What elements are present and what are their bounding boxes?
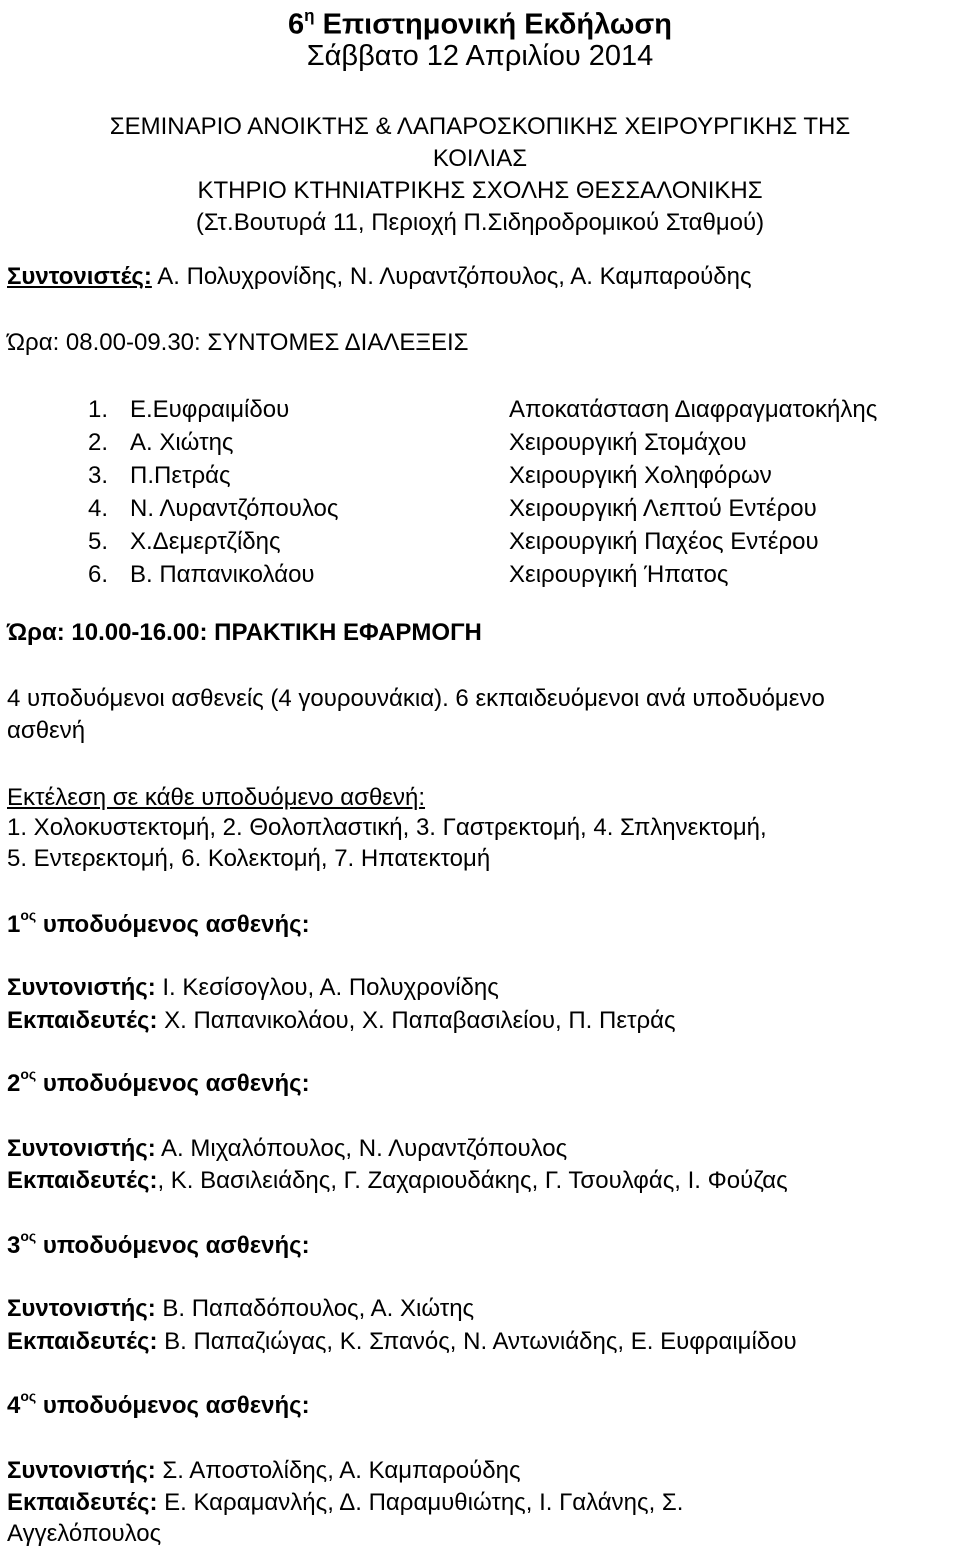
lecture-item	[88, 525, 948, 558]
trainers-names: Ε. Καραμανλής, Δ. Παραμυθιώτης, Ι. Γαλάνης, Σ.	[157, 1489, 684, 1516]
event-title	[0, 0, 960, 43]
lecture-topic: Αποκατάσταση Διαφραγματοκήλης	[509, 396, 878, 423]
event-date: Σάββατο 12 Απριλίου 2014	[306, 40, 654, 72]
coordinator-names: Α. Μιχαλόπουλος, Ν. Λυραντζόπουλος	[155, 1135, 568, 1162]
patient-coordinator-row	[7, 973, 499, 1003]
patient-ordinal-sup: ος	[20, 1066, 37, 1082]
lecture-item	[88, 459, 948, 492]
patient-number: 4	[7, 1392, 21, 1419]
patient-ordinal-sup: ος	[20, 907, 37, 923]
seminar-title-line1: ΣΕΜΙΝΑΡΙΟ ΑΝΟΙΚΤΗΣ & ΛΑΠΑΡΟΣΚΟΠΙΚΗΣ ΧΕΙΡΟΥΡΓΙΚΗΣ ΤΗΣ	[109, 113, 851, 140]
lecture-topic: Χειρουργική Λεπτού Εντέρου	[509, 495, 817, 522]
lecture-speaker: Ν. Λυραντζόπουλος	[130, 495, 339, 522]
patient-ordinal-sup: ος	[20, 1388, 37, 1404]
trainers-names: Χ. Παπανικολάου, Χ. Παπαβασιλείου, Π. Πετράς	[157, 1007, 676, 1034]
coordinators-names: Α. Πολυχρονίδης, Ν. Λυραντζόπουλος, Α. Καμπαρούδης	[151, 263, 752, 290]
patient-number: 2	[7, 1070, 21, 1097]
coordinator-names: Σ. Αποστολίδης, Α. Καμπαρούδης	[155, 1457, 521, 1484]
coordinator-label: Συντονιστής:	[7, 1295, 156, 1322]
lecture-topic: Χειρουργική Στομάχου	[509, 429, 747, 456]
patient-heading-text: υποδυόμενος ασθενής:	[42, 1392, 310, 1419]
lecture-number: 4.	[88, 495, 109, 522]
lecture-speaker: Α. Χιώτης	[130, 429, 234, 456]
seminar-title-line2: ΚΟΙΛΙΑΣ	[432, 145, 528, 172]
coordinator-label: Συντονιστής:	[7, 974, 156, 1001]
trainers-label: Εκπαιδευτές:	[7, 1328, 158, 1355]
coordinator-label: Συντονιστής:	[7, 1135, 156, 1162]
patient-number: 3	[7, 1232, 21, 1259]
trainers-label: Εκπαιδευτές:	[7, 1489, 158, 1516]
trainers-label: Εκπαιδευτές:	[7, 1167, 158, 1194]
lecture-speaker: Π.Πετράς	[130, 462, 231, 489]
seminar-info	[0, 111, 960, 239]
lecture-number: 2.	[88, 429, 109, 456]
lecture-speaker: Β. Παπανικολάου	[130, 561, 315, 588]
lecture-item	[88, 492, 948, 525]
patient-coordinator-row	[7, 1456, 521, 1486]
patient-coordinator-row	[7, 1294, 474, 1324]
patient-trainers-row	[7, 1488, 683, 1518]
patient-heading-text: υποδυόμενος ασθενής:	[42, 1232, 310, 1259]
lecture-speaker: Ε.Ευφραιμίδου	[130, 396, 290, 423]
venue-line: ΚΤΗΡΙΟ ΚΤΗΝΙΑΤΡΙΚΗΣ ΣΧΟΛΗΣ ΘΕΣΣΑΛΟΝΙΚΗΣ	[197, 177, 763, 204]
session1-time: Ώρα: 08.00-09.30: ΣΥΝΤΟΜΕΣ ΔΙΑΛΕΞΕΙΣ	[7, 329, 469, 356]
lecture-topic: Χειρουργική Ήπατος	[509, 561, 729, 588]
patient-heading-text: υποδυόμενος ασθενής:	[42, 1070, 310, 1097]
lecture-topic: Χειρουργική Παχέος Εντέρου	[509, 528, 819, 555]
trainers-names: Β. Παπαζιώγας, Κ. Σπανός, Ν. Αντωνιάδης, Ε. Ευφραιμίδου	[157, 1328, 797, 1355]
title-number: 6	[288, 8, 305, 41]
lecture-item	[88, 393, 948, 426]
lecture-topic: Χειρουργική Χοληφόρων	[509, 462, 772, 489]
patient-trainers-row	[7, 1166, 788, 1196]
patient-heading-text: υποδυόμενος ασθενής:	[42, 911, 310, 938]
lecture-item	[88, 558, 948, 591]
patient-coordinator-row	[7, 1134, 567, 1164]
patient-heading	[7, 1228, 310, 1261]
trainers-label: Εκπαιδευτές:	[7, 1007, 158, 1034]
coordinators-row	[7, 262, 752, 292]
lecture-number: 6.	[88, 561, 109, 588]
coordinators-label: Συντονιστές:	[7, 263, 152, 290]
lecture-item	[88, 426, 948, 459]
lecture-list	[88, 393, 948, 591]
session2-time: Ώρα: 10.00-16.00: ΠΡΑΚΤΙΚΗ ΕΦΑΡΜΟΓΗ	[7, 619, 482, 646]
lecture-number: 1.	[88, 396, 109, 423]
session2-intro-line1: 4 υποδυόμενοι ασθενείς (4 γουρουνάκια). 6 εκπαιδευόμενοι ανά υποδυόμενο	[7, 685, 825, 712]
lecture-speaker: Χ.Δεμερτζίδης	[130, 528, 281, 555]
patient-trainers-row	[7, 1006, 676, 1036]
coordinator-names: Ι. Κεσίσογλου, Α. Πολυχρονίδης	[155, 974, 499, 1001]
lecture-number: 5.	[88, 528, 109, 555]
execution-heading: Εκτέλεση σε κάθε υποδυόμενο ασθενή:	[7, 784, 426, 811]
title-ordinal-sup: η	[304, 6, 315, 25]
patient-heading	[7, 907, 310, 940]
patient-trainers-continued: Αγγελόπουλος	[7, 1520, 162, 1547]
procedures-line2: 5. Εντερεκτομή, 6. Κολεκτομή, 7. Ηπατεκτομή	[7, 845, 491, 872]
patient-trainers-row	[7, 1327, 797, 1357]
address-line: (Στ.Βουτυρά 11, Περιοχή Π.Σιδηροδρομικού Σταθμού)	[195, 209, 765, 236]
procedures-line1: 1. Χολοκυστεκτομή, 2. Θολοπλαστική, 3. Γαστρεκτομή, 4. Σπληνεκτομή,	[7, 814, 767, 841]
patient-number: 1	[7, 911, 21, 938]
patient-heading	[7, 1066, 310, 1099]
lecture-number: 3.	[88, 462, 109, 489]
trainers-names: , Κ. Βασιλειάδης, Γ. Ζαχαριουδάκης, Γ. Τσουλφάς, Ι. Φούζας	[157, 1167, 788, 1194]
patient-heading	[7, 1388, 310, 1421]
coordinator-names: Β. Παπαδόπουλος, Α. Χιώτης	[155, 1295, 475, 1322]
patient-ordinal-sup: ος	[20, 1228, 37, 1244]
coordinator-label: Συντονιστής:	[7, 1457, 156, 1484]
title-text: Επιστημονική Εκδήλωση	[322, 8, 672, 41]
session2-intro-line2: ασθενή	[7, 717, 86, 744]
